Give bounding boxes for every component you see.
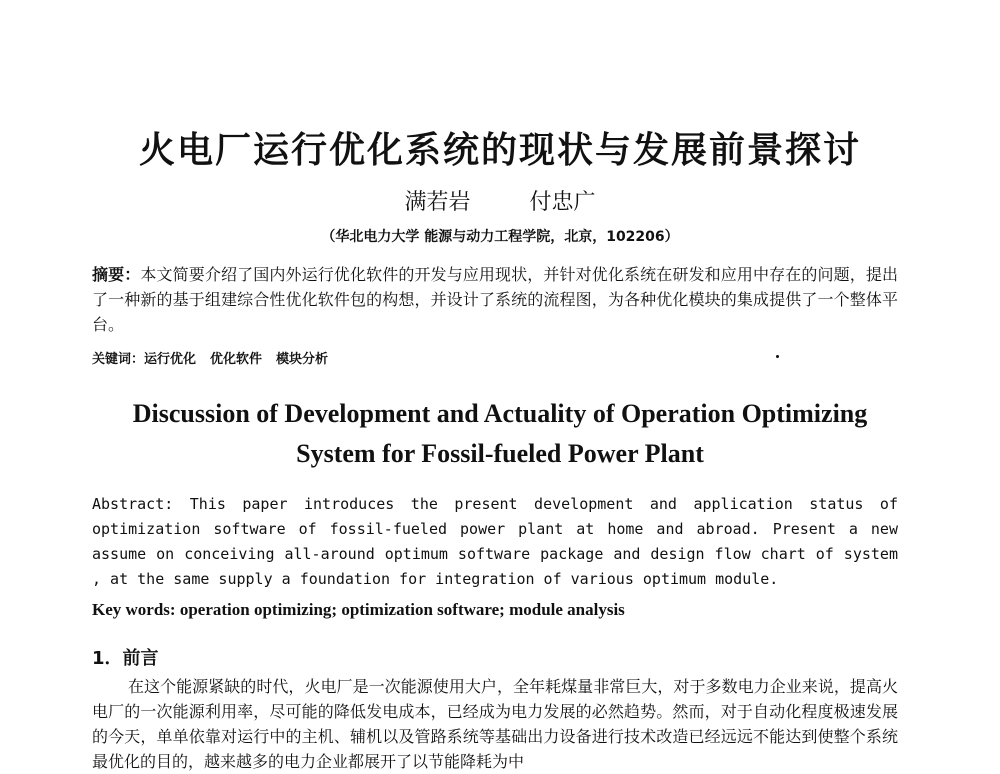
chinese-keyword: 模块分析	[276, 352, 329, 367]
chinese-keyword: 运行优化	[144, 352, 197, 367]
chinese-abstract-label: 摘要：	[92, 265, 141, 284]
english-title	[0, 394, 1000, 474]
author-list	[0, 185, 1000, 216]
english-title-line-2: System for Fossil-fueled Power Plant	[296, 439, 704, 468]
author-1: 满若岩	[404, 190, 471, 215]
chinese-title: 火电厂运行优化系统的现状与发展前景探讨	[138, 130, 861, 171]
english-title-line-1: Discussion of Development and Actuality of Operation Optimizing	[132, 399, 868, 428]
english-abstract: Abstract: This paper introduces the present development and application status of optimization software of fossil-fueled power plant at home and abroad. Present a new assume on conceiving all-around optimum software package and design flow chart of system , at the same supply a foundation for integration of various optimum module.	[92, 495, 898, 588]
stray-dot	[776, 355, 779, 358]
chinese-keyword: 优化软件	[210, 352, 263, 367]
author-2: 付忠广	[529, 190, 596, 215]
chinese-abstract	[92, 262, 898, 337]
body-paragraph: 在这个能源紧缺的时代，火电厂是一次能源使用大户，全年耗煤量非常巨大，对于多数电力企业来说，提高火电厂的一次能源利用率，尽可能的降低发电成本，已经成为电力发展的必然趋势。然而，对于自动化程度极速发展的今天，单单依靠对运行中的主机、辅机以及管路系统等基础出力设备进行技术改造已经远远不能达到使整个系统最优化的目的，越来越多的电力企业都展开了以节能降耗为中	[92, 677, 898, 771]
chinese-abstract-text: 本文简要介绍了国内外运行优化软件的开发与应用现状，并针对优化系统在研发和应用中存在的问题，提出了一种新的基于组建综合性优化软件包的构想，并设计了系统的流程图，为各种优化模块的集成提供了一个整体平台。	[92, 265, 898, 334]
affiliation: （华北电力大学 能源与动力工程学院，北京，102206）	[321, 229, 679, 245]
section-heading: 1．前言	[92, 648, 159, 669]
chinese-keywords-label: 关键词：	[92, 352, 145, 367]
english-keywords: Key words: operation optimizing; optimization software; module analysis	[92, 600, 625, 619]
